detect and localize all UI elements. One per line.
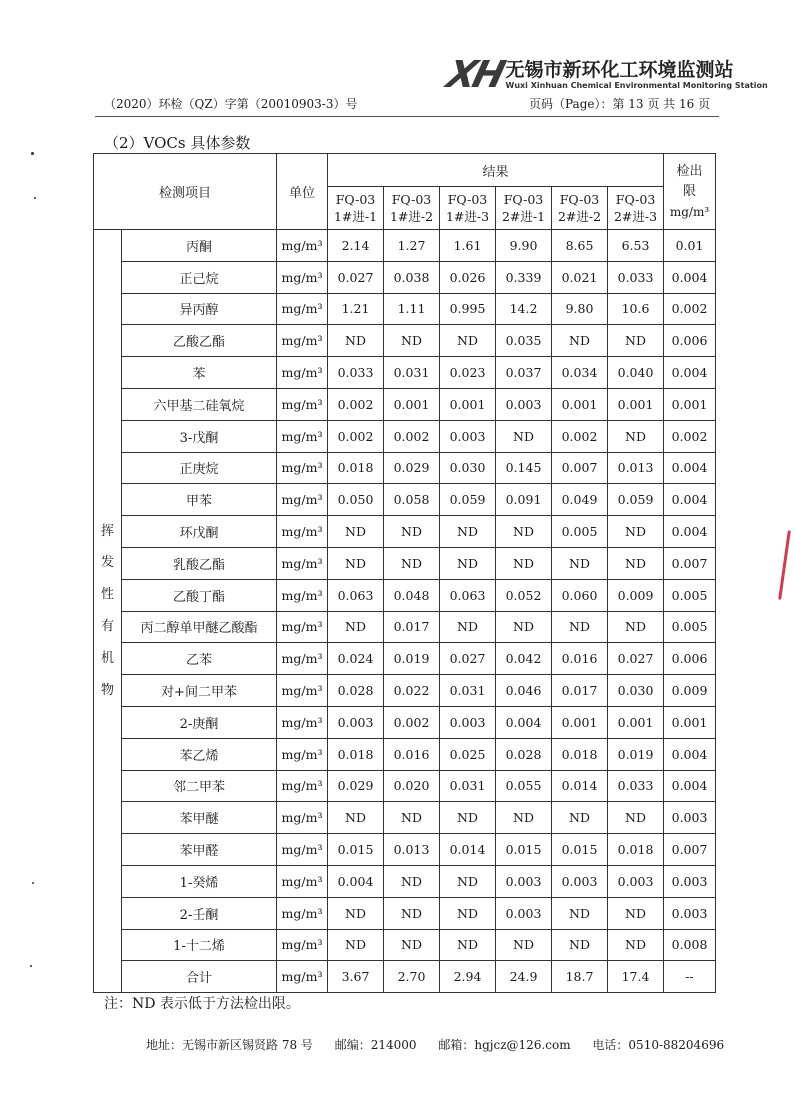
sample-point: 2#进-2: [557, 209, 602, 224]
compound-name: 异丙醇: [122, 293, 277, 325]
unit-cell: mg/m³: [277, 675, 328, 707]
table-row: [94, 261, 716, 293]
header-unit: 单位: [277, 154, 328, 230]
table-row: [94, 929, 716, 961]
result-cell: ND: [552, 897, 608, 929]
limit-cell: 0.004: [664, 261, 716, 293]
result-cell: ND: [384, 802, 440, 834]
result-cell: 0.001: [440, 388, 496, 420]
sample-header-4: [496, 187, 552, 230]
result-cell: 0.063: [328, 579, 384, 611]
unit-cell: mg/m³: [277, 357, 328, 389]
result-cell: 0.026: [440, 261, 496, 293]
unit-cell: mg/m³: [277, 261, 328, 293]
result-cell: 0.003: [496, 388, 552, 420]
result-cell: ND: [328, 611, 384, 643]
result-cell: 0.063: [440, 579, 496, 611]
result-cell: ND: [496, 547, 552, 579]
result-cell: 0.014: [440, 834, 496, 866]
result-cell: ND: [608, 420, 664, 452]
table-row: [94, 357, 716, 389]
limit-cell: 0.001: [664, 706, 716, 738]
result-cell: ND: [552, 325, 608, 357]
compound-name: 对+间二甲苯: [122, 675, 277, 707]
result-cell: ND: [552, 802, 608, 834]
result-cell: 0.014: [552, 770, 608, 802]
result-cell: 0.001: [608, 706, 664, 738]
unit-cell: mg/m³: [277, 643, 328, 675]
compound-name: 乳酸乙酯: [122, 547, 277, 579]
result-cell: ND: [496, 929, 552, 961]
result-cell: 0.042: [496, 643, 552, 675]
result-cell: 0.029: [328, 770, 384, 802]
sample-header-1: [328, 187, 384, 230]
result-cell: 0.004: [328, 865, 384, 897]
compound-name: 苯乙烯: [122, 738, 277, 770]
org-name-cn: 无锡市新环化工环境监测站: [505, 59, 734, 81]
footer-postcode: 邮编：214000: [334, 1038, 417, 1052]
result-cell: 0.050: [328, 484, 384, 516]
compound-name: 苯甲醛: [122, 834, 277, 866]
limit-cell: 0.005: [664, 579, 716, 611]
result-cell: ND: [552, 929, 608, 961]
header-divider: [95, 116, 719, 117]
limit-cell: 0.006: [664, 643, 716, 675]
result-cell: ND: [608, 516, 664, 548]
page-footer: [146, 1036, 742, 1053]
result-cell: 0.007: [552, 452, 608, 484]
result-cell: ND: [384, 516, 440, 548]
limit-cell: 0.004: [664, 452, 716, 484]
limit-cell: 0.003: [664, 897, 716, 929]
result-cell: 0.034: [552, 357, 608, 389]
compound-name: 乙酸丁酯: [122, 579, 277, 611]
result-cell: 0.031: [440, 675, 496, 707]
sample-point: 1#进-2: [389, 209, 434, 224]
result-cell: 0.023: [440, 357, 496, 389]
total-cell: 17.4: [608, 961, 664, 993]
unit-cell: mg/m³: [277, 547, 328, 579]
result-cell: 0.017: [552, 675, 608, 707]
header-results: 结果: [328, 154, 664, 187]
sample-id: FQ-03: [615, 192, 656, 207]
result-cell: ND: [384, 865, 440, 897]
org-name-en: Wuxi Xinhuan Chemical Environmental Monitoring Station: [505, 81, 768, 90]
scan-speck: [31, 152, 34, 155]
result-cell: 0.033: [608, 261, 664, 293]
limit-cell: 0.001: [664, 388, 716, 420]
sample-header-3: [440, 187, 496, 230]
result-cell: 0.025: [440, 738, 496, 770]
result-cell: ND: [328, 516, 384, 548]
result-cell: ND: [608, 929, 664, 961]
result-cell: 0.003: [496, 865, 552, 897]
sample-point: 1#进-1: [333, 209, 378, 224]
result-cell: 0.020: [384, 770, 440, 802]
unit-cell: mg/m³: [277, 452, 328, 484]
unit-cell: mg/m³: [277, 929, 328, 961]
result-cell: 0.028: [328, 675, 384, 707]
result-cell: 0.005: [552, 516, 608, 548]
limit-cell: 0.002: [664, 420, 716, 452]
result-cell: 0.029: [384, 452, 440, 484]
result-cell: 0.027: [440, 643, 496, 675]
result-cell: 0.031: [384, 357, 440, 389]
sample-id: FQ-03: [447, 192, 488, 207]
result-cell: 0.013: [608, 452, 664, 484]
footer-email: 邮箱：hgjcz@126.com: [438, 1038, 571, 1052]
result-cell: 0.019: [384, 643, 440, 675]
result-cell: 2.14: [328, 230, 384, 262]
result-cell: 0.018: [328, 738, 384, 770]
compound-name: 2-壬酮: [122, 897, 277, 929]
result-cell: ND: [552, 547, 608, 579]
compound-name: 苯: [122, 357, 277, 389]
result-cell: 0.031: [440, 770, 496, 802]
total-row: [94, 961, 716, 993]
table-row: [94, 897, 716, 929]
unit-cell: mg/m³: [277, 738, 328, 770]
result-cell: 0.058: [384, 484, 440, 516]
unit-cell: mg/m³: [277, 325, 328, 357]
limit-cell: 0.004: [664, 357, 716, 389]
result-cell: 0.059: [440, 484, 496, 516]
compound-name: 正己烷: [122, 261, 277, 293]
limit-cell: 0.003: [664, 865, 716, 897]
result-cell: ND: [384, 325, 440, 357]
scan-speck: [32, 882, 34, 884]
limit-cell: 0.004: [664, 516, 716, 548]
result-cell: 0.016: [552, 643, 608, 675]
table-row: [94, 420, 716, 452]
report-number: （2020）环检（QZ）字第（20010903-3）号: [104, 97, 358, 111]
footer-phone: 电话：0510-88204696: [592, 1038, 725, 1052]
limit-cell: 0.006: [664, 325, 716, 357]
result-cell: 0.033: [328, 357, 384, 389]
unit-cell: mg/m³: [277, 230, 328, 262]
table-row: [94, 675, 716, 707]
unit-cell: mg/m³: [277, 897, 328, 929]
category-cell: [94, 230, 122, 993]
unit-cell: mg/m³: [277, 961, 328, 993]
unit-cell: mg/m³: [277, 579, 328, 611]
result-cell: ND: [496, 611, 552, 643]
org-logo: [442, 53, 768, 96]
unit-cell: mg/m³: [277, 293, 328, 325]
result-cell: 0.052: [496, 579, 552, 611]
table-row: [94, 834, 716, 866]
compound-name: 丙酮: [122, 230, 277, 262]
table-row: [94, 325, 716, 357]
result-cell: 0.002: [328, 388, 384, 420]
result-cell: ND: [496, 516, 552, 548]
result-cell: 0.015: [552, 834, 608, 866]
sample-header-6: [608, 187, 664, 230]
limit-cell: 0.004: [664, 770, 716, 802]
total-cell: 2.70: [384, 961, 440, 993]
result-cell: ND: [440, 929, 496, 961]
result-cell: 0.003: [440, 706, 496, 738]
compound-name: 正庚烷: [122, 452, 277, 484]
sample-id: FQ-03: [503, 192, 544, 207]
sample-id: FQ-03: [335, 192, 376, 207]
result-cell: 0.002: [384, 420, 440, 452]
limit-cell: 0.002: [664, 293, 716, 325]
table-row: [94, 706, 716, 738]
result-cell: 0.049: [552, 484, 608, 516]
result-cell: ND: [384, 547, 440, 579]
table-row: [94, 516, 716, 548]
result-cell: 0.035: [496, 325, 552, 357]
result-cell: 0.027: [328, 261, 384, 293]
compound-name: 乙苯: [122, 643, 277, 675]
compound-name: 1-癸烯: [122, 865, 277, 897]
result-cell: ND: [328, 325, 384, 357]
header-test-item: 检测项目: [94, 154, 277, 230]
unit-cell: mg/m³: [277, 865, 328, 897]
footnote: 注：ND 表示低于方法检出限。: [104, 996, 300, 1012]
result-cell: 0.018: [328, 452, 384, 484]
sample-point: 2#进-1: [501, 209, 546, 224]
result-cell: 0.013: [384, 834, 440, 866]
result-cell: 0.018: [552, 738, 608, 770]
sample-point: 2#进-3: [613, 209, 658, 224]
result-cell: ND: [328, 547, 384, 579]
table-row: [94, 388, 716, 420]
result-cell: 8.65: [552, 230, 608, 262]
result-cell: ND: [608, 547, 664, 579]
result-cell: ND: [608, 897, 664, 929]
sample-header-5: [552, 187, 608, 230]
unit-cell: mg/m³: [277, 611, 328, 643]
unit-cell: mg/m³: [277, 706, 328, 738]
logo-text: [506, 59, 768, 90]
table-body: [94, 230, 716, 993]
section-title: （2）VOCs 具体参数: [104, 134, 251, 152]
result-cell: 0.046: [496, 675, 552, 707]
result-cell: ND: [440, 325, 496, 357]
result-cell: ND: [440, 547, 496, 579]
result-cell: 0.059: [608, 484, 664, 516]
scan-speck: [34, 197, 36, 199]
table-row: [94, 738, 716, 770]
result-cell: 0.995: [440, 293, 496, 325]
limit-cell: 0.004: [664, 484, 716, 516]
unit-cell: mg/m³: [277, 388, 328, 420]
total-label: 合计: [122, 961, 277, 993]
result-cell: 1.21: [328, 293, 384, 325]
table-row: [94, 802, 716, 834]
detection-limit-label: 检出限: [676, 163, 703, 199]
limit-cell: 0.009: [664, 675, 716, 707]
result-cell: 9.80: [552, 293, 608, 325]
total-cell: 3.67: [328, 961, 384, 993]
limit-cell: 0.003: [664, 802, 716, 834]
footer-address: 地址：无锡市新区锡贤路 78 号: [146, 1038, 313, 1052]
page-number: 页码（Page）：第 13 页 共 16 页: [529, 97, 711, 111]
result-cell: ND: [440, 516, 496, 548]
result-cell: 0.002: [384, 706, 440, 738]
result-cell: 0.003: [496, 897, 552, 929]
result-cell: ND: [440, 802, 496, 834]
compound-name: 甲苯: [122, 484, 277, 516]
result-cell: ND: [496, 420, 552, 452]
result-cell: 0.004: [496, 706, 552, 738]
total-cell: 2.94: [440, 961, 496, 993]
result-cell: 0.055: [496, 770, 552, 802]
compound-name: 丙二醇单甲醚乙酸酯: [122, 611, 277, 643]
logo-mark: XH: [442, 53, 507, 96]
table-header-row: [94, 154, 716, 187]
table-row: [94, 643, 716, 675]
red-ink-mark: [778, 530, 791, 600]
sample-id: FQ-03: [559, 192, 600, 207]
compound-name: 乙酸乙酯: [122, 325, 277, 357]
result-cell: 0.002: [328, 420, 384, 452]
result-cell: 1.27: [384, 230, 440, 262]
result-cell: 0.003: [328, 706, 384, 738]
result-cell: 0.003: [440, 420, 496, 452]
sample-header-2: [384, 187, 440, 230]
table-row: [94, 611, 716, 643]
result-cell: 6.53: [608, 230, 664, 262]
table-row: [94, 547, 716, 579]
result-cell: 1.11: [384, 293, 440, 325]
result-cell: ND: [440, 611, 496, 643]
result-cell: 14.2: [496, 293, 552, 325]
result-cell: 0.027: [608, 643, 664, 675]
result-cell: 0.017: [384, 611, 440, 643]
unit-cell: mg/m³: [277, 770, 328, 802]
result-cell: 1.61: [440, 230, 496, 262]
result-cell: 0.091: [496, 484, 552, 516]
limit-cell: 0.007: [664, 547, 716, 579]
result-cell: 0.037: [496, 357, 552, 389]
compound-name: 2-庚酮: [122, 706, 277, 738]
result-cell: 0.001: [552, 388, 608, 420]
result-cell: 0.024: [328, 643, 384, 675]
result-cell: 0.015: [496, 834, 552, 866]
category-label: 挥发性有机物: [100, 523, 114, 698]
result-cell: ND: [384, 929, 440, 961]
table-row: [94, 293, 716, 325]
result-cell: 0.016: [384, 738, 440, 770]
result-cell: ND: [328, 802, 384, 834]
limit-cell: --: [664, 961, 716, 993]
result-cell: 0.009: [608, 579, 664, 611]
result-cell: ND: [496, 802, 552, 834]
result-cell: ND: [440, 865, 496, 897]
result-cell: ND: [608, 802, 664, 834]
result-cell: 0.003: [552, 865, 608, 897]
result-cell: 0.019: [608, 738, 664, 770]
limit-cell: 0.004: [664, 738, 716, 770]
result-cell: ND: [328, 897, 384, 929]
table-row: [94, 579, 716, 611]
result-cell: ND: [608, 325, 664, 357]
compound-name: 六甲基二硅氧烷: [122, 388, 277, 420]
result-cell: 0.060: [552, 579, 608, 611]
limit-cell: 0.008: [664, 929, 716, 961]
table-row: [94, 770, 716, 802]
result-cell: 9.90: [496, 230, 552, 262]
result-cell: 0.022: [384, 675, 440, 707]
compound-name: 3-戊酮: [122, 420, 277, 452]
result-cell: 0.339: [496, 261, 552, 293]
result-cell: 0.015: [328, 834, 384, 866]
limit-cell: 0.01: [664, 230, 716, 262]
unit-cell: mg/m³: [277, 484, 328, 516]
result-cell: 0.028: [496, 738, 552, 770]
compound-name: 苯甲醚: [122, 802, 277, 834]
unit-cell: mg/m³: [277, 802, 328, 834]
result-cell: 0.030: [608, 675, 664, 707]
result-cell: 0.021: [552, 261, 608, 293]
scan-speck: [30, 965, 32, 967]
header-detection-limit: [664, 154, 716, 230]
result-cell: 0.145: [496, 452, 552, 484]
table-row: [94, 484, 716, 516]
sample-point: 1#进-3: [445, 209, 490, 224]
result-cell: 10.6: [608, 293, 664, 325]
result-cell: 0.002: [552, 420, 608, 452]
compound-name: 邻二甲苯: [122, 770, 277, 802]
detection-limit-unit: mg/m³: [669, 204, 710, 219]
result-cell: 0.001: [552, 706, 608, 738]
result-cell: 0.038: [384, 261, 440, 293]
result-cell: ND: [608, 611, 664, 643]
total-cell: 18.7: [552, 961, 608, 993]
result-cell: 0.048: [384, 579, 440, 611]
result-cell: ND: [384, 897, 440, 929]
table-row: [94, 230, 716, 262]
result-cell: 0.003: [608, 865, 664, 897]
result-cell: ND: [328, 929, 384, 961]
compound-name: 环戊酮: [122, 516, 277, 548]
total-cell: 24.9: [496, 961, 552, 993]
result-cell: 0.030: [440, 452, 496, 484]
result-cell: 0.033: [608, 770, 664, 802]
unit-cell: mg/m³: [277, 834, 328, 866]
table-row: [94, 452, 716, 484]
compound-name: 1-十二烯: [122, 929, 277, 961]
result-cell: ND: [440, 897, 496, 929]
limit-cell: 0.007: [664, 834, 716, 866]
sample-id: FQ-03: [391, 192, 432, 207]
table-row: [94, 865, 716, 897]
result-cell: 0.040: [608, 357, 664, 389]
limit-cell: 0.005: [664, 611, 716, 643]
result-cell: ND: [552, 611, 608, 643]
vocs-results-table: [93, 153, 716, 993]
result-cell: 0.001: [608, 388, 664, 420]
unit-cell: mg/m³: [277, 516, 328, 548]
unit-cell: mg/m³: [277, 420, 328, 452]
result-cell: 0.018: [608, 834, 664, 866]
result-cell: 0.001: [384, 388, 440, 420]
